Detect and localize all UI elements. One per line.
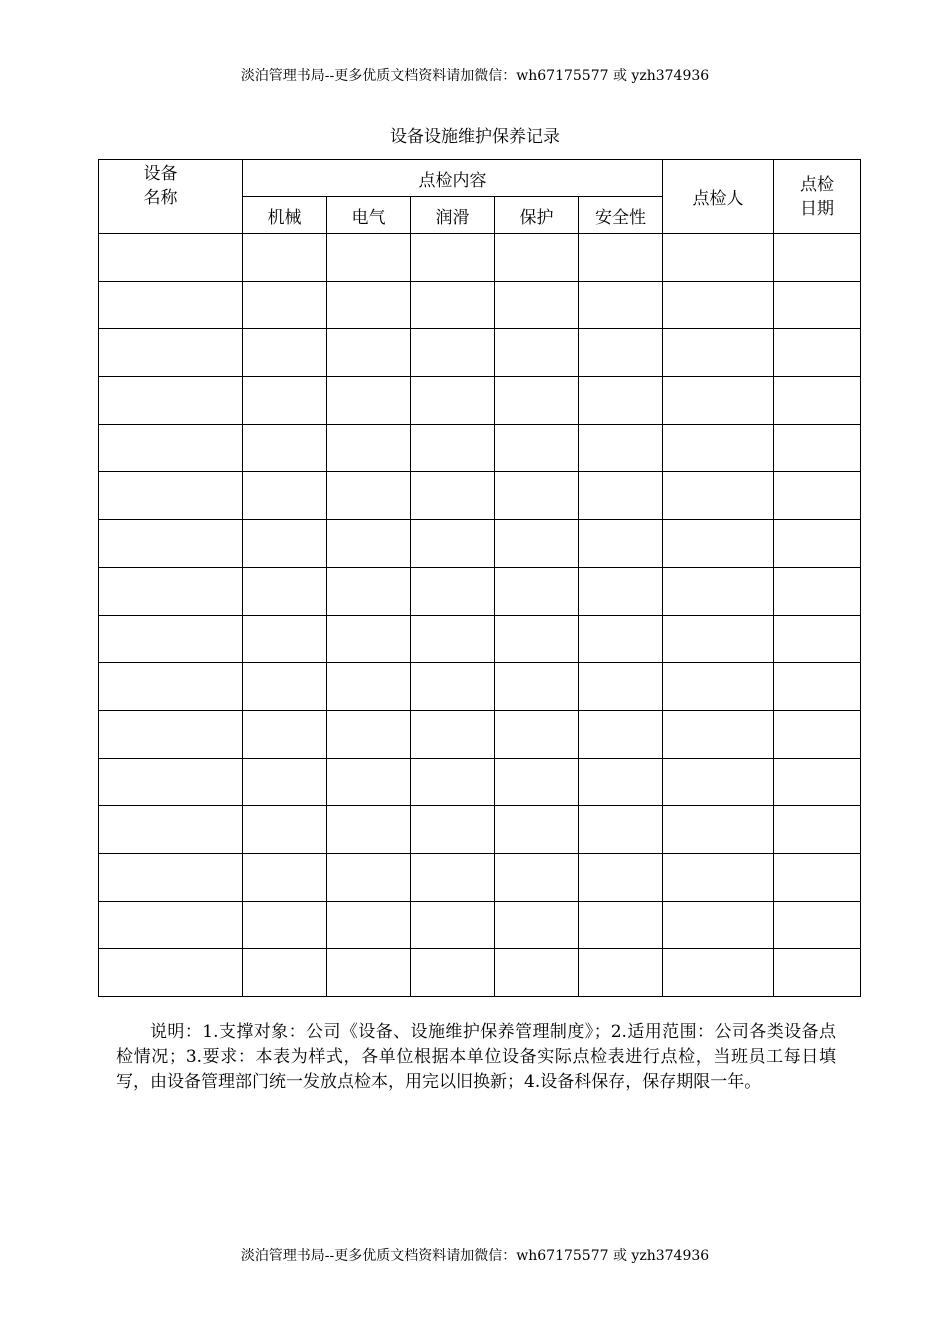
table-cell[interactable] <box>411 710 495 758</box>
table-row <box>99 567 861 615</box>
table-cell[interactable] <box>243 567 327 615</box>
table-cell[interactable] <box>663 901 774 949</box>
table-cell[interactable] <box>495 567 579 615</box>
table-cell[interactable] <box>99 424 243 472</box>
table-cell[interactable] <box>327 615 411 663</box>
table-cell[interactable] <box>579 806 663 854</box>
table-cell[interactable] <box>243 615 327 663</box>
table-row <box>99 901 861 949</box>
table-cell[interactable] <box>99 949 243 997</box>
table-cell[interactable] <box>243 853 327 901</box>
table-cell[interactable] <box>774 377 861 425</box>
header-inspector: 点检人 <box>663 160 774 234</box>
header-inspection-content: 点检内容 <box>243 160 663 197</box>
table-cell[interactable] <box>411 949 495 997</box>
table-cell[interactable] <box>579 949 663 997</box>
table-cell[interactable] <box>579 520 663 568</box>
table-cell[interactable] <box>243 377 327 425</box>
table-cell[interactable] <box>99 710 243 758</box>
table-cell[interactable] <box>327 329 411 377</box>
table-cell[interactable] <box>774 710 861 758</box>
table-cell[interactable] <box>663 710 774 758</box>
table-cell[interactable] <box>495 901 579 949</box>
table-cell[interactable] <box>663 806 774 854</box>
table-row <box>99 758 861 806</box>
table-cell[interactable] <box>495 806 579 854</box>
table-cell[interactable] <box>774 567 861 615</box>
table-cell[interactable] <box>99 663 243 711</box>
header-mechanical: 机械 <box>243 197 327 234</box>
table-cell[interactable] <box>579 901 663 949</box>
table-cell[interactable] <box>411 234 495 282</box>
table-cell[interactable] <box>663 377 774 425</box>
table-cell[interactable] <box>99 329 243 377</box>
table-cell[interactable] <box>99 520 243 568</box>
table-cell[interactable] <box>411 901 495 949</box>
table-cell[interactable] <box>495 329 579 377</box>
table-cell[interactable] <box>327 949 411 997</box>
table-row <box>99 949 861 997</box>
table-cell[interactable] <box>99 234 243 282</box>
table-row <box>99 853 861 901</box>
table-cell[interactable] <box>495 424 579 472</box>
table-cell[interactable] <box>411 472 495 520</box>
table-cell[interactable] <box>663 758 774 806</box>
table-cell[interactable] <box>663 663 774 711</box>
table-cell[interactable] <box>99 901 243 949</box>
table-cell[interactable] <box>411 615 495 663</box>
table-cell[interactable] <box>327 281 411 329</box>
maintenance-record-table <box>98 159 861 997</box>
table-row <box>99 234 861 282</box>
table-cell[interactable] <box>243 901 327 949</box>
table-cell[interactable] <box>411 424 495 472</box>
table-cell[interactable] <box>774 234 861 282</box>
table-cell[interactable] <box>243 949 327 997</box>
header-electrical: 电气 <box>327 197 411 234</box>
table-cell[interactable] <box>495 377 579 425</box>
table-cell[interactable] <box>327 901 411 949</box>
header-safety: 安全性 <box>579 197 663 234</box>
table-cell[interactable] <box>327 758 411 806</box>
table-cell[interactable] <box>579 615 663 663</box>
table-cell[interactable] <box>327 567 411 615</box>
table-cell[interactable] <box>663 234 774 282</box>
notes-paragraph: 说明：1.支撑对象：公司《设备、设施维护保养管理制度》；2.适用范围：公司各类设备点检情况；3.要求：本表为样式，各单位根据本单位设备实际点检表进行点检，当班员工每日填写，由设备管理部门统一发放点检本，用完以旧换新；4.设备科保存，保存期限一年。 <box>116 1022 836 1092</box>
table-cell[interactable] <box>579 710 663 758</box>
table-cell[interactable] <box>579 329 663 377</box>
table-cell[interactable] <box>327 472 411 520</box>
table-cell[interactable] <box>663 567 774 615</box>
table-cell[interactable] <box>663 520 774 568</box>
table-cell[interactable] <box>243 758 327 806</box>
table-cell[interactable] <box>579 377 663 425</box>
table-cell[interactable] <box>774 949 861 997</box>
header-device-name-line1: 设备 <box>143 164 178 184</box>
table-cell[interactable] <box>243 663 327 711</box>
table-cell[interactable] <box>663 853 774 901</box>
table-cell[interactable] <box>663 949 774 997</box>
table-cell[interactable] <box>579 663 663 711</box>
table-cell[interactable] <box>495 949 579 997</box>
table-cell[interactable] <box>411 329 495 377</box>
table-cell[interactable] <box>327 663 411 711</box>
table-cell[interactable] <box>774 663 861 711</box>
table-cell[interactable] <box>99 377 243 425</box>
header-protection: 保护 <box>495 197 579 234</box>
table-row <box>99 710 861 758</box>
table-cell[interactable] <box>99 853 243 901</box>
table-cell[interactable] <box>243 710 327 758</box>
table-cell[interactable] <box>579 472 663 520</box>
table-cell[interactable] <box>327 853 411 901</box>
table-cell[interactable] <box>495 472 579 520</box>
table-cell[interactable] <box>774 901 861 949</box>
table-cell[interactable] <box>495 615 579 663</box>
header-device-name <box>99 160 243 234</box>
table-cell[interactable] <box>663 281 774 329</box>
table-cell[interactable] <box>774 615 861 663</box>
table-cell[interactable] <box>774 520 861 568</box>
table-cell[interactable] <box>774 281 861 329</box>
table-cell[interactable] <box>243 329 327 377</box>
table-cell[interactable] <box>663 615 774 663</box>
table-row <box>99 520 861 568</box>
header-inspection-date-line2: 日期 <box>800 198 835 219</box>
table-cell[interactable] <box>495 234 579 282</box>
table-cell[interactable] <box>579 234 663 282</box>
table-cell[interactable] <box>243 520 327 568</box>
table-row <box>99 424 861 472</box>
table-cell[interactable] <box>243 806 327 854</box>
table-row <box>99 615 861 663</box>
header-lubrication: 润滑 <box>411 197 495 234</box>
table-cell[interactable] <box>579 758 663 806</box>
table-cell[interactable] <box>663 472 774 520</box>
table-cell[interactable] <box>495 520 579 568</box>
header-inspection-date <box>774 160 861 234</box>
table-cell[interactable] <box>243 234 327 282</box>
header-device-name-line2: 名称 <box>143 188 178 208</box>
table-header-row-1 <box>99 160 861 197</box>
table-body <box>99 234 861 997</box>
table-cell[interactable] <box>411 806 495 854</box>
table-row <box>99 806 861 854</box>
table-cell[interactable] <box>774 472 861 520</box>
table-cell[interactable] <box>243 472 327 520</box>
table-row <box>99 472 861 520</box>
table-cell[interactable] <box>663 329 774 377</box>
footer-note: 淡泊管理书局--更多优质文档资料请加微信：wh67175577 或 yzh374936 <box>240 1248 710 1264</box>
table-cell[interactable] <box>327 806 411 854</box>
table-cell[interactable] <box>411 520 495 568</box>
table-cell[interactable] <box>327 424 411 472</box>
table-cell[interactable] <box>411 281 495 329</box>
table-cell[interactable] <box>411 663 495 711</box>
table-cell[interactable] <box>495 281 579 329</box>
table-cell[interactable] <box>495 710 579 758</box>
table-row <box>99 329 861 377</box>
table-cell[interactable] <box>579 567 663 615</box>
table-cell[interactable] <box>411 853 495 901</box>
table-cell[interactable] <box>774 329 861 377</box>
table-cell[interactable] <box>327 377 411 425</box>
table-cell[interactable] <box>99 806 243 854</box>
header-inspection-date-line1: 点检 <box>800 174 835 195</box>
table-cell[interactable] <box>774 758 861 806</box>
table-cell[interactable] <box>99 567 243 615</box>
header-note: 淡泊管理书局--更多优质文档资料请加微信：wh67175577 或 yzh374936 <box>240 68 710 84</box>
table-row <box>99 663 861 711</box>
table-cell[interactable] <box>99 615 243 663</box>
table-cell[interactable] <box>774 424 861 472</box>
table-cell[interactable] <box>99 472 243 520</box>
table-cell[interactable] <box>327 234 411 282</box>
table-cell[interactable] <box>411 567 495 615</box>
table-cell[interactable] <box>774 853 861 901</box>
table-cell[interactable] <box>327 710 411 758</box>
table-cell[interactable] <box>99 758 243 806</box>
table-row <box>99 281 861 329</box>
table-cell[interactable] <box>579 281 663 329</box>
table-cell[interactable] <box>579 424 663 472</box>
table-cell[interactable] <box>663 424 774 472</box>
table-cell[interactable] <box>579 853 663 901</box>
table-cell[interactable] <box>495 758 579 806</box>
table-cell[interactable] <box>495 853 579 901</box>
table-cell[interactable] <box>243 281 327 329</box>
table-cell[interactable] <box>411 377 495 425</box>
table-cell[interactable] <box>411 758 495 806</box>
document-title: 设备设施维护保养记录 <box>390 127 560 147</box>
table-row <box>99 377 861 425</box>
table-cell[interactable] <box>327 520 411 568</box>
table-cell[interactable] <box>774 806 861 854</box>
table-cell[interactable] <box>495 663 579 711</box>
table-cell[interactable] <box>243 424 327 472</box>
table-cell[interactable] <box>99 281 243 329</box>
